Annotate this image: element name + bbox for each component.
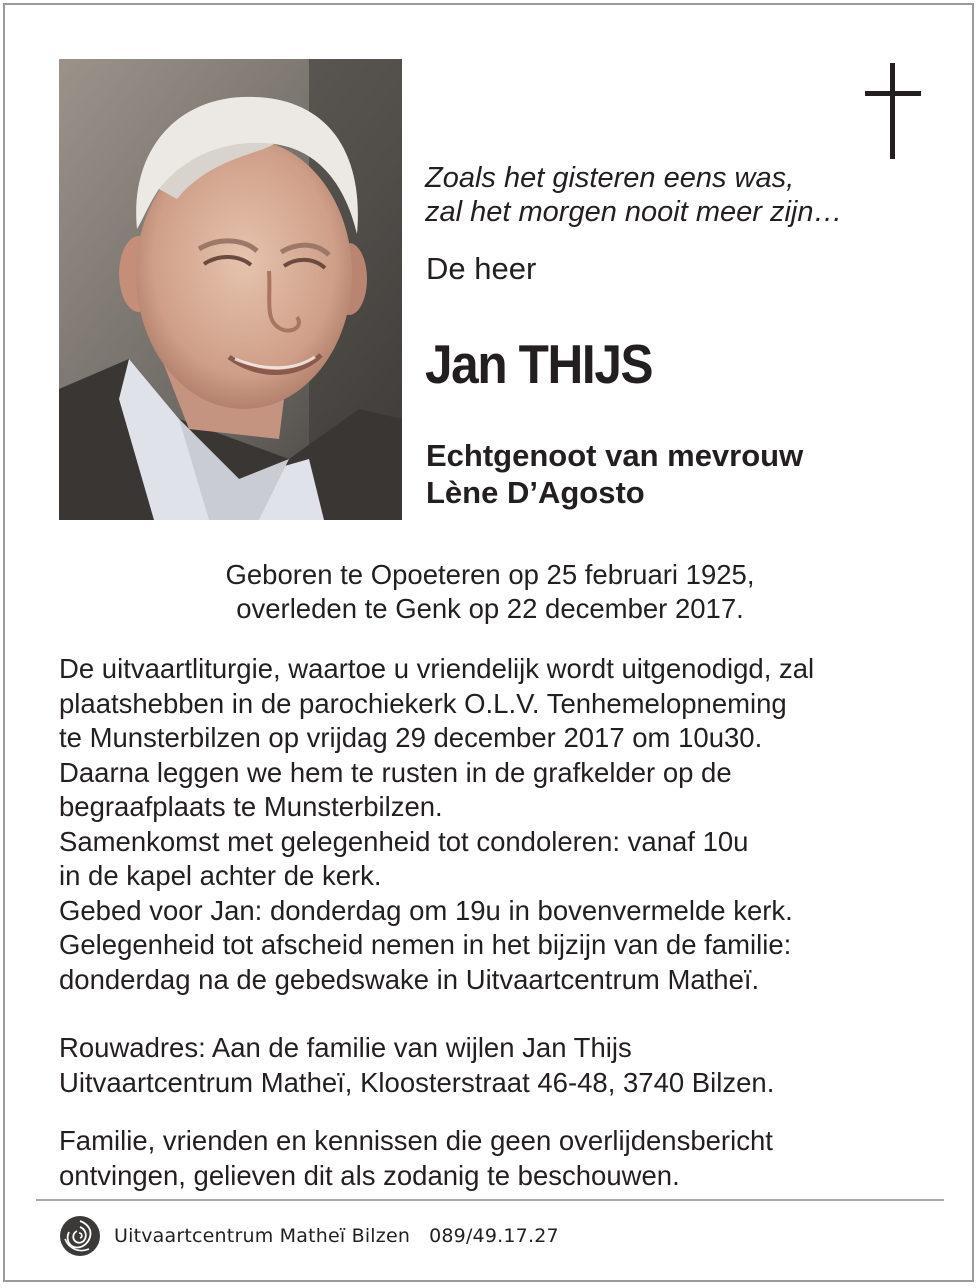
funeral-line: plaatshebben in de parochiekerk O.L.V. Tenhemelopneming bbox=[59, 687, 787, 719]
portrait-photo bbox=[59, 59, 402, 520]
company-name: Uitvaartcentrum Matheï Bilzen bbox=[114, 1225, 411, 1247]
closing-line: ontvingen, gelieven dit als zodanig te beschouwen. bbox=[59, 1159, 680, 1191]
company-phone: 089/49.17.27 bbox=[429, 1225, 559, 1247]
closing-note bbox=[59, 1124, 773, 1193]
rose-logo-icon bbox=[59, 1215, 101, 1257]
funeral-line: begraafplaats te Munsterbilzen. bbox=[59, 791, 443, 822]
funeral-line: in de kapel achter de kerk. bbox=[59, 860, 382, 891]
mourning-address bbox=[59, 1031, 774, 1100]
funeral-line: Daarna leggen we hem te rusten in de grafkelder op de bbox=[59, 756, 732, 788]
quote bbox=[425, 161, 842, 229]
quote-line: zal het morgen nooit meer zijn… bbox=[425, 196, 843, 228]
funeral-line: te Munsterbilzen op vrijdag 29 december 2017 om 10u30. bbox=[59, 722, 763, 753]
spouse-line: Lène D’Agosto bbox=[426, 475, 645, 510]
funeral-line: Gebed voor Jan: donderdag om 19u in bovenvermelde kerk. bbox=[59, 894, 793, 926]
funeral-line: Gelegenheid tot afscheid nemen in het bijzijn van de familie: bbox=[59, 929, 792, 960]
deceased-name: Jan THIJS bbox=[425, 333, 653, 395]
funeral-details bbox=[59, 652, 814, 997]
footer bbox=[59, 1215, 559, 1257]
footer-divider bbox=[36, 1199, 944, 1201]
death-line: overleden te Genk op 22 december 2017. bbox=[236, 593, 744, 624]
funeral-line: donderdag na de gebedswake in Uitvaartcentrum Matheï. bbox=[59, 963, 760, 995]
address-line: Uitvaartcentrum Matheï, Kloosterstraat 46-48, 3740 Bilzen. bbox=[59, 1066, 775, 1098]
address-line: Rouwadres: Aan de familie van wijlen Jan Thijs bbox=[59, 1032, 632, 1063]
funeral-line: Samenkomst met gelegenheid tot condoleren: vanaf 10u bbox=[59, 825, 749, 857]
honorific: De heer bbox=[426, 251, 537, 286]
spouse-line: Echtgenoot van mevrouw bbox=[426, 438, 804, 473]
quote-line: Zoals het gisteren eens was, bbox=[425, 162, 795, 194]
birth-death-dates bbox=[36, 558, 944, 626]
birth-line: Geboren te Opoeteren op 25 februari 1925, bbox=[225, 559, 755, 590]
spouse-info bbox=[426, 437, 803, 511]
cross-icon bbox=[865, 63, 921, 159]
portrait-illustration bbox=[59, 59, 402, 520]
closing-line: Familie, vrienden en kennissen die geen overlijdensbericht bbox=[59, 1125, 773, 1156]
funeral-line: De uitvaartliturgie, waartoe u vriendelijk wordt uitgenodigd, zal bbox=[59, 653, 815, 684]
